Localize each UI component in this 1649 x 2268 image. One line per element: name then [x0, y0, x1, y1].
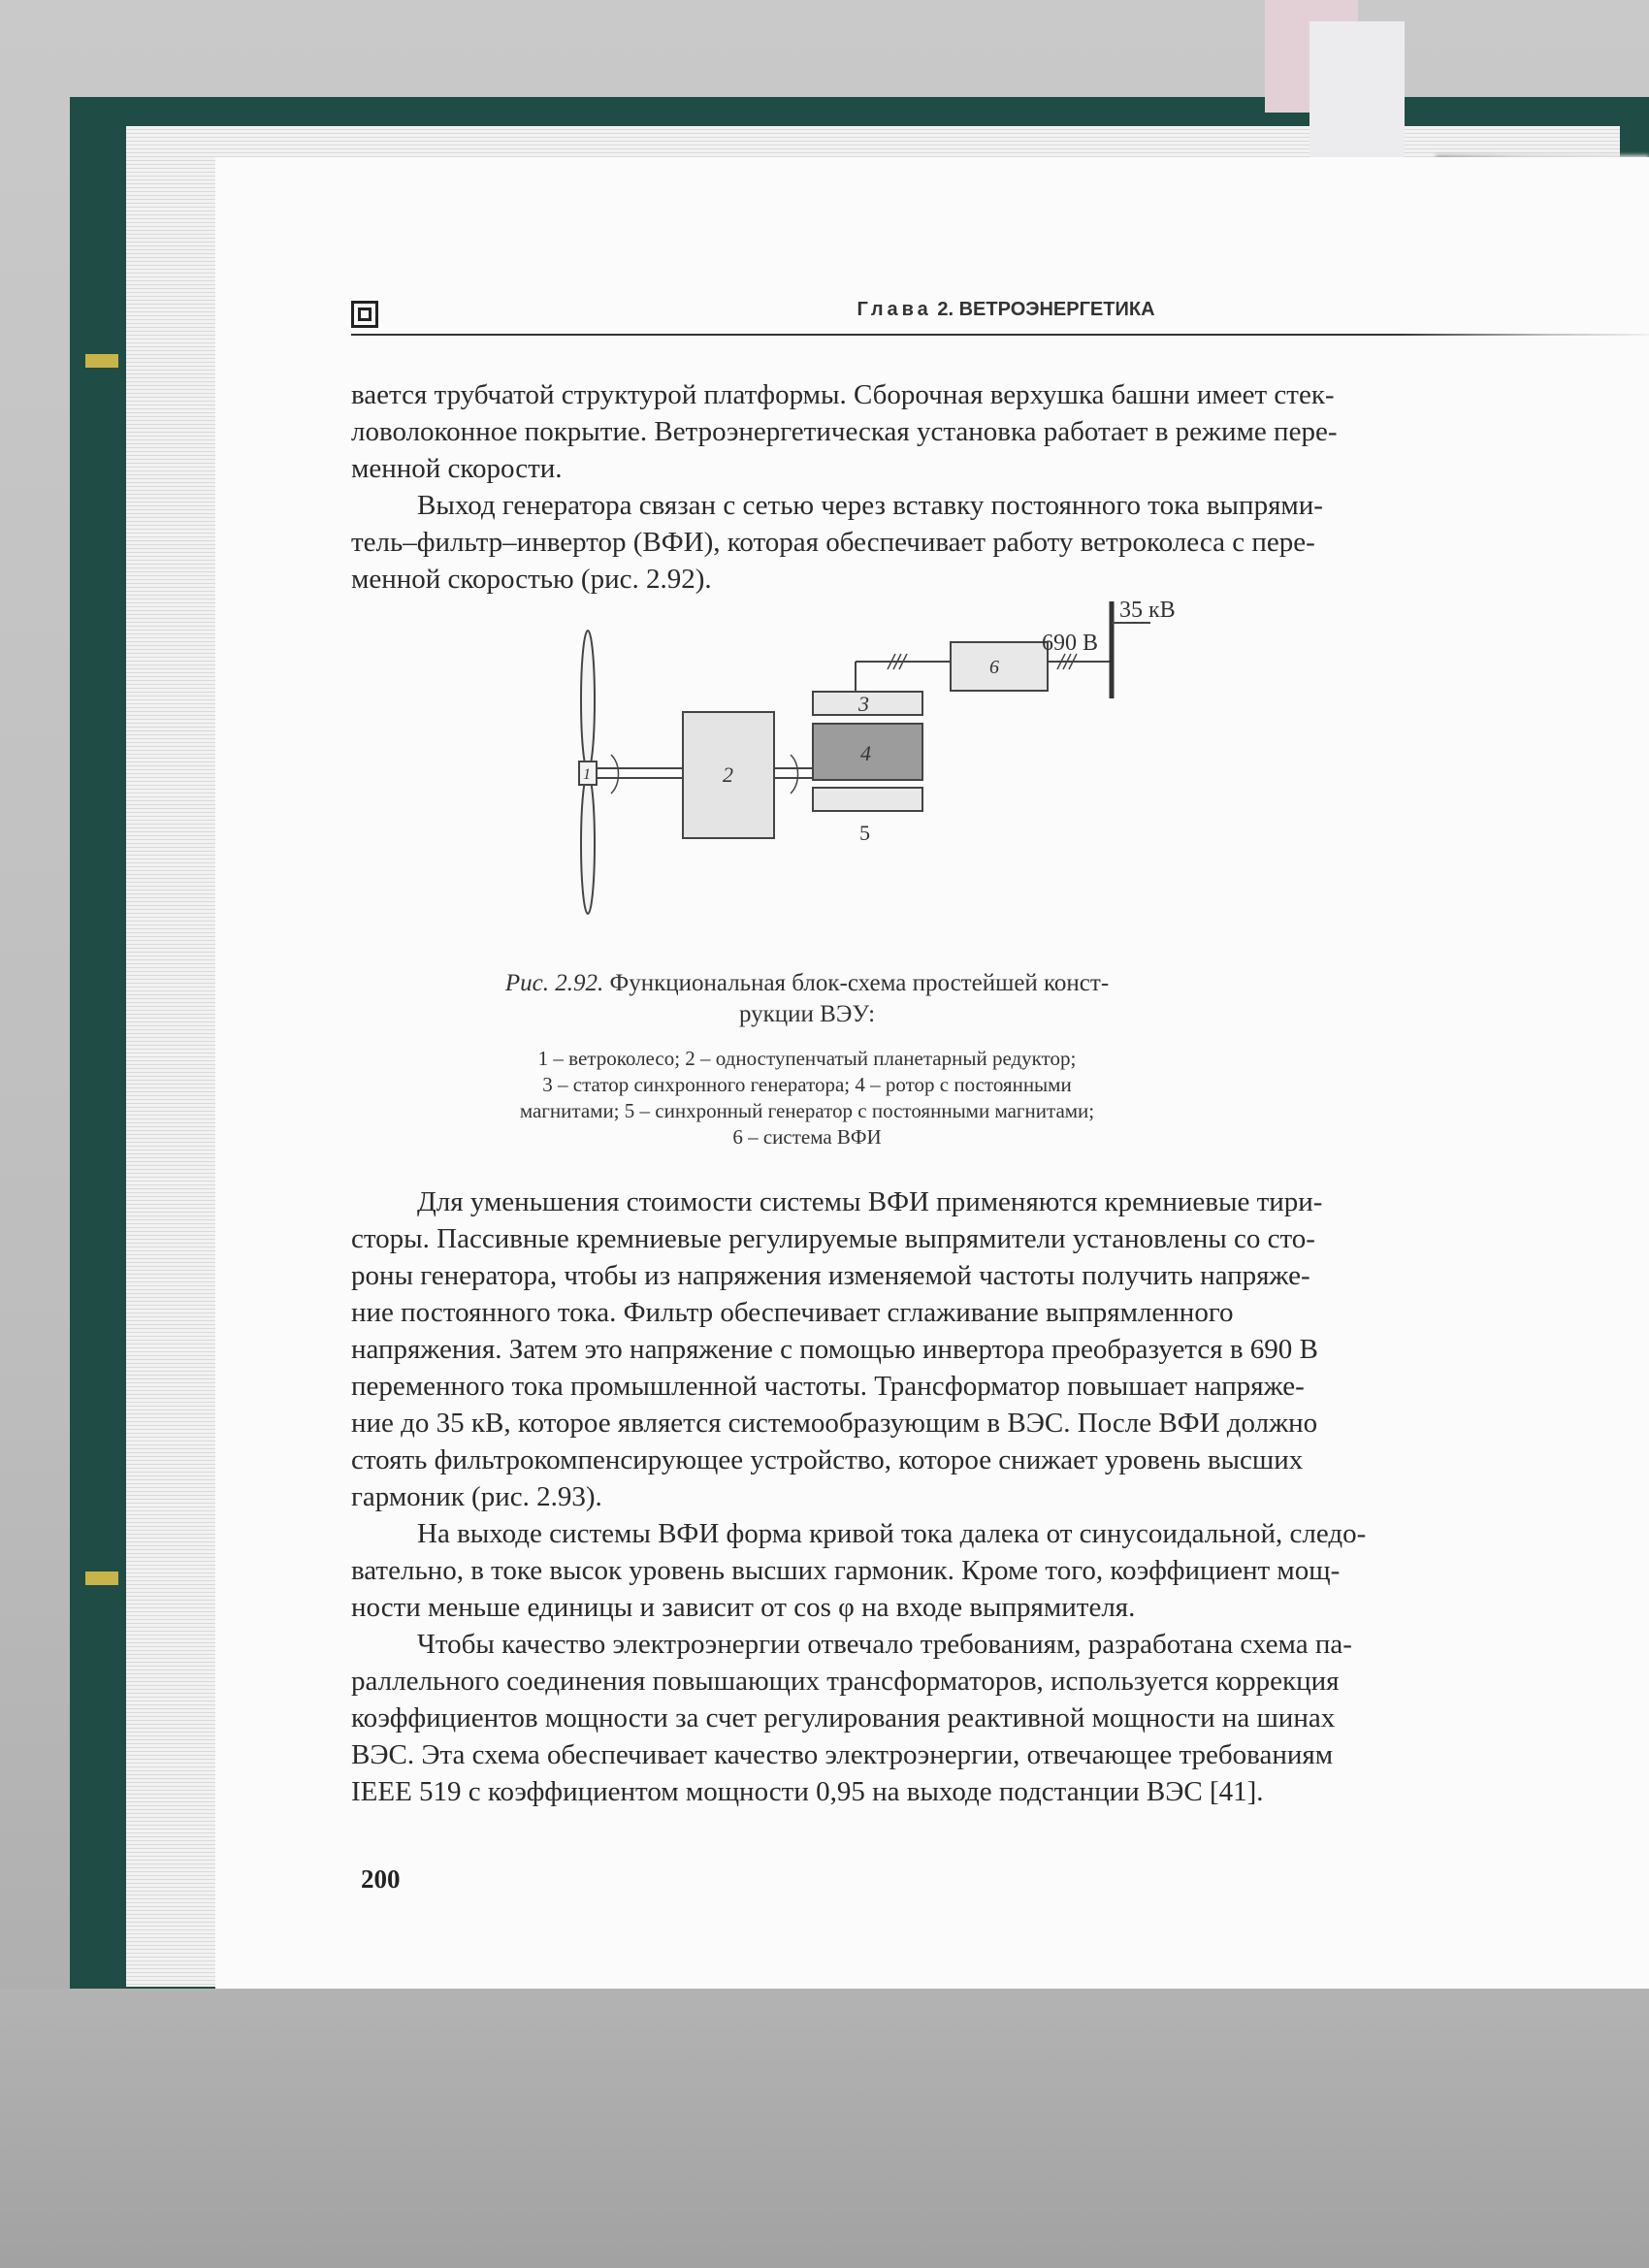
caption-legend: [448, 1046, 1166, 1150]
block-5-generator: [813, 788, 922, 811]
book-page: [215, 157, 1649, 2006]
figure-caption: [448, 968, 1166, 1150]
busbar-35kv: [1088, 594, 1244, 700]
text-line: напряжения. Затем это напряжение с помощью инвертора преобразуется в 690 В: [351, 1334, 1318, 1365]
block-3-label: 3: [858, 692, 869, 716]
caption-title-line1: Функциональная блок-схема простейшей конст-: [609, 970, 1110, 996]
cover-ribbon: [85, 1571, 118, 1585]
text-line: ности меньше единицы и зависит от cos φ на входе выпрямителя.: [351, 1592, 1136, 1623]
legend-line: 3 – статор синхронного генератора; 4 – ротор с постоянными: [542, 1073, 1072, 1096]
text-line: ловолоконное покрытие. Ветроэнергетическая установка работает в режиме пере-: [351, 416, 1338, 447]
rotation-arrow: [791, 755, 798, 794]
scanner-background: [0, 1989, 1649, 2268]
legend-line: магнитами; 5 – синхронный генератор с постоянными магнитами;: [519, 1099, 1095, 1122]
text-line: ВЭС. Эта схема обеспечивает качество электроэнергии, отвечающее требованиям: [351, 1739, 1334, 1770]
text-line: ние до 35 кВ, которое является системообразующим в ВЭС. После ВФИ должно: [351, 1408, 1318, 1439]
text-line: коэффициентов мощности за счет регулирования реактивной мощности на шинах: [351, 1702, 1336, 1733]
cover-ribbon: [85, 354, 118, 368]
wind-turbine-block-diagram: [565, 623, 1108, 962]
text-line: На выходе системы ВФИ форма кривой тока далека от синусоидальной, следо-: [417, 1518, 1367, 1549]
text-line: ние постоянного тока. Фильтр обеспечивает сглаживание выпрямленного: [351, 1297, 1234, 1328]
gutter-blur: [1399, 157, 1649, 2006]
voltage-label-35kv: 35 кВ: [1119, 598, 1176, 623]
bookmark: [1310, 21, 1405, 157]
text-line: переменного тока промышленной частоты. Трансформатор повышает напряже-: [351, 1371, 1305, 1402]
rotation-arrow: [611, 755, 619, 794]
text-line: сторы. Пассивные кремниевые регулируемые выпрямители установлены со сто-: [351, 1223, 1315, 1254]
text-line: тель–фильтр–инвертор (ВФИ), которая обеспечивает работу ветроколеса с пере-: [351, 527, 1315, 558]
chapter-title: 2. ВЕТРОЭНЕРГЕТИКА: [937, 299, 1155, 320]
turbine-blade-upper: [581, 631, 595, 770]
text-line: вается трубчатой структурой платформы. Сборочная верхушка башни имеет стек-: [351, 379, 1335, 410]
text-line: Выход генератора связан с сетью через вставку постоянного тока выпрями-: [417, 490, 1323, 521]
block-4-label: 4: [860, 741, 871, 765]
block-1-label: 1: [583, 766, 591, 783]
legend-line: 6 – система ВФИ: [732, 1125, 882, 1149]
text-line: Для уменьшения стоимости системы ВФИ применяются кремниевые тири-: [417, 1186, 1323, 1217]
text-line: стоять фильтрокомпенсирующее устройство, которое снижает уровень высших: [351, 1444, 1304, 1475]
block-6-vfi: [951, 642, 1048, 691]
turbine-blade-lower: [581, 774, 595, 914]
caption-title-line2: рукции ВЭУ:: [738, 1001, 876, 1027]
block-5-label: 5: [859, 821, 870, 845]
text-line: вательно, в токе высок уровень высших гармоник. Кроме того, коэффициент мощ-: [351, 1555, 1341, 1586]
chapter-word: Глава: [857, 299, 932, 320]
text-line: раллельного соединения повышающих трансформаторов, используется коррекция: [351, 1666, 1340, 1697]
figure-number: Рис. 2.92.: [504, 970, 604, 996]
legend-line: 1 – ветроколесо; 2 – одноступенчатый планетарный редуктор;: [537, 1047, 1077, 1070]
voltage-label-690: 690 В: [1042, 631, 1099, 656]
text-line: гармоник (рис. 2.93).: [351, 1481, 602, 1512]
page-number: 200: [361, 1864, 401, 1894]
text-line: менной скорости.: [351, 453, 563, 484]
block-6-label: 6: [989, 657, 999, 678]
caption-title: [448, 968, 1166, 1030]
block-2-label: 2: [723, 762, 733, 787]
text-line: IEEE 519 с коэффициентом мощности 0,95 на выходе подстанции ВЭС [41].: [351, 1776, 1264, 1807]
text-line: роны генератора, чтобы из напряжения изменяемой частоты получить напряже-: [351, 1260, 1310, 1291]
text-line: менной скоростью (рис. 2.92).: [351, 564, 712, 595]
text-line: Чтобы качество электроэнергии отвечало требованиям, разработана схема па-: [417, 1629, 1352, 1660]
